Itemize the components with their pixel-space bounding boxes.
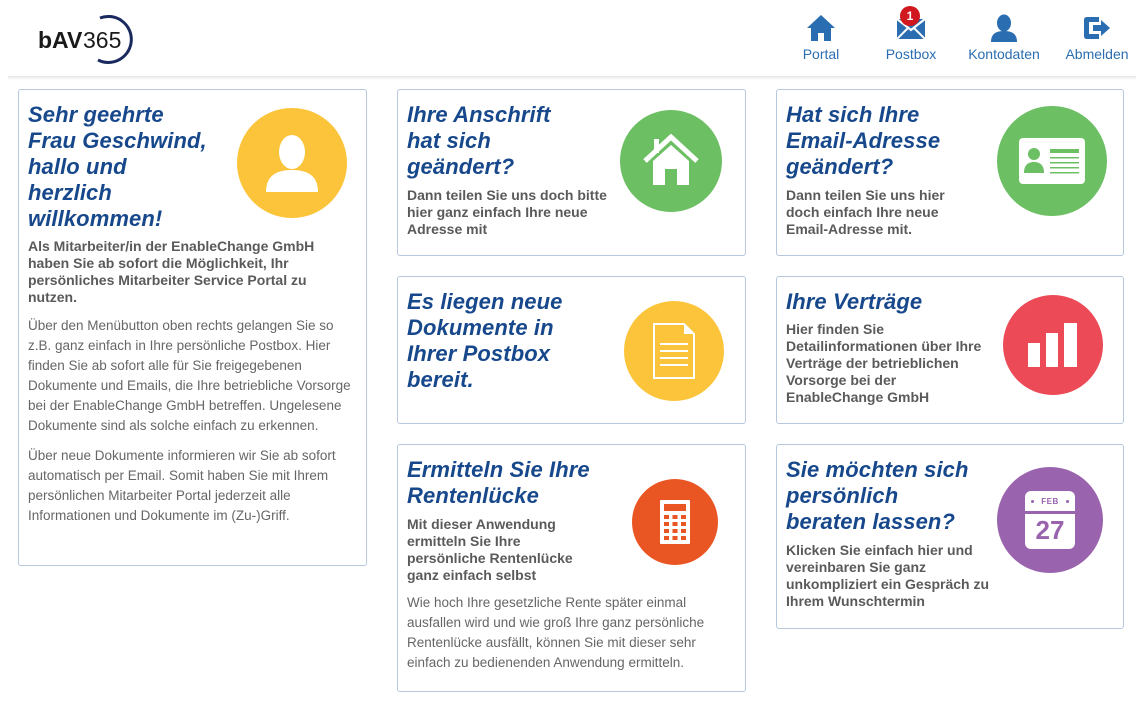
email-change-lead: Dann teilen Sie uns hier doch einfach Ihre neue Email-Adresse mit.: [786, 187, 945, 237]
header: [0, 0, 1148, 78]
calendar-page: [1025, 491, 1075, 549]
bav365-logo-icon: [38, 14, 138, 66]
calendar-month: FEB: [1041, 497, 1059, 506]
header-divider: [8, 76, 1136, 80]
welcome-card: [18, 89, 367, 566]
new-documents-title: Es liegen neue Dokumente in Ihrer Postbox bereit.: [407, 289, 563, 392]
welcome-lead: Als Mitarbeiter/in der EnableChange GmbH haben Sie ab sofort die Möglichkeit, Ihr persönliches Mitarbeiter Service Portal zu nutzen.: [28, 238, 315, 305]
logout-icon: [1080, 12, 1114, 44]
contracts-lead: Hier finden Sie Detailinformationen über Ihre Verträge der betrieblichen Vorsorge bei der EnableChange GmbH: [786, 321, 982, 405]
pension-gap-body: Wie hoch Ihre gesetzliche Rente später einmal ausfallen wird und wie groß Ihre ganz persönliche Rentenlücke ausfällt, können Sie mit dieser sehr einfach zu bedienenden Anwendung ermitteln.: [407, 595, 705, 670]
nav-portal-label: Portal: [802, 46, 840, 62]
svg-text:bAV: bAV: [38, 27, 83, 53]
appointment-card[interactable]: [776, 444, 1124, 629]
bar-chart-icon: [1003, 295, 1103, 395]
document-icon: [624, 301, 724, 401]
id-card-icon: [997, 106, 1107, 216]
address-change-card[interactable]: [397, 89, 746, 256]
contracts-card[interactable]: [776, 276, 1124, 424]
welcome-body-2: Über neue Dokumente informieren wir Sie ab sofort automatisch per Email. Somit haben Sie mit Ihrem persönlichen Mitarbeiter Portal jederzeit alle Informationen und Dokumente im (Zu-)Griff.: [28, 448, 336, 523]
postbox-unread-badge: 1: [900, 6, 920, 26]
calculator-icon: [632, 479, 718, 565]
svg-text:365: 365: [83, 27, 122, 53]
main-nav: [776, 8, 1142, 62]
contracts-title: Ihre Verträge: [786, 289, 923, 314]
home-icon: [804, 12, 838, 44]
calendar-icon: [997, 467, 1103, 573]
email-change-card[interactable]: [776, 89, 1124, 256]
logo[interactable]: [38, 14, 138, 66]
person-icon: [237, 108, 347, 218]
user-icon: [987, 12, 1021, 44]
house-icon: [620, 110, 722, 212]
welcome-title: Sehr geehrte Frau Geschwind, hallo und herzlich willkommen!: [28, 102, 207, 231]
calendar-day: 27: [1035, 515, 1065, 545]
appointment-title: Sie möchten sich persönlich beraten lassen?: [786, 457, 969, 534]
appointment-lead: Klicken Sie einfach hier und vereinbaren Sie ganz unkompliziert ein Gespräch zu Ihrem Wunschtermin: [786, 542, 990, 609]
address-change-title: Ihre Anschrift hat sich geändert?: [407, 102, 551, 179]
nav-portal[interactable]: [776, 8, 866, 62]
nav-kontodaten[interactable]: [956, 8, 1052, 62]
nav-postbox-label: Postbox: [885, 46, 937, 62]
nav-abmelden-label: Abmelden: [1065, 46, 1129, 62]
address-change-lead: Dann teilen Sie uns doch bitte hier ganz einfach Ihre neue Adresse mit: [407, 187, 607, 237]
new-documents-card[interactable]: [397, 276, 746, 424]
pension-gap-lead: Mit dieser Anwendung ermitteln Sie Ihre persönliche Rentenlücke ganz einfach selbst: [407, 516, 573, 583]
nav-abmelden[interactable]: [1052, 8, 1142, 62]
nav-postbox[interactable]: [866, 8, 956, 62]
nav-kontodaten-label: Kontodaten: [968, 46, 1040, 62]
email-change-title: Hat sich Ihre Email-Adresse geändert?: [786, 102, 941, 179]
pension-gap-card[interactable]: [397, 444, 746, 692]
welcome-body-1: Über den Menübutton oben rechts gelangen Sie so z.B. ganz einfach in Ihre persönliche Postbox. Hier finden Sie ab sofort alle für Sie freigegebenen Dokumente und Emails, die Ihre betriebliche Vorsorge bei der EnableChange GmbH betreffen. Ungelesene Dokumente sind als solche einfach zu erkennen.: [28, 318, 351, 433]
pension-gap-title: Ermitteln Sie Ihre Rentenlücke: [407, 457, 590, 508]
